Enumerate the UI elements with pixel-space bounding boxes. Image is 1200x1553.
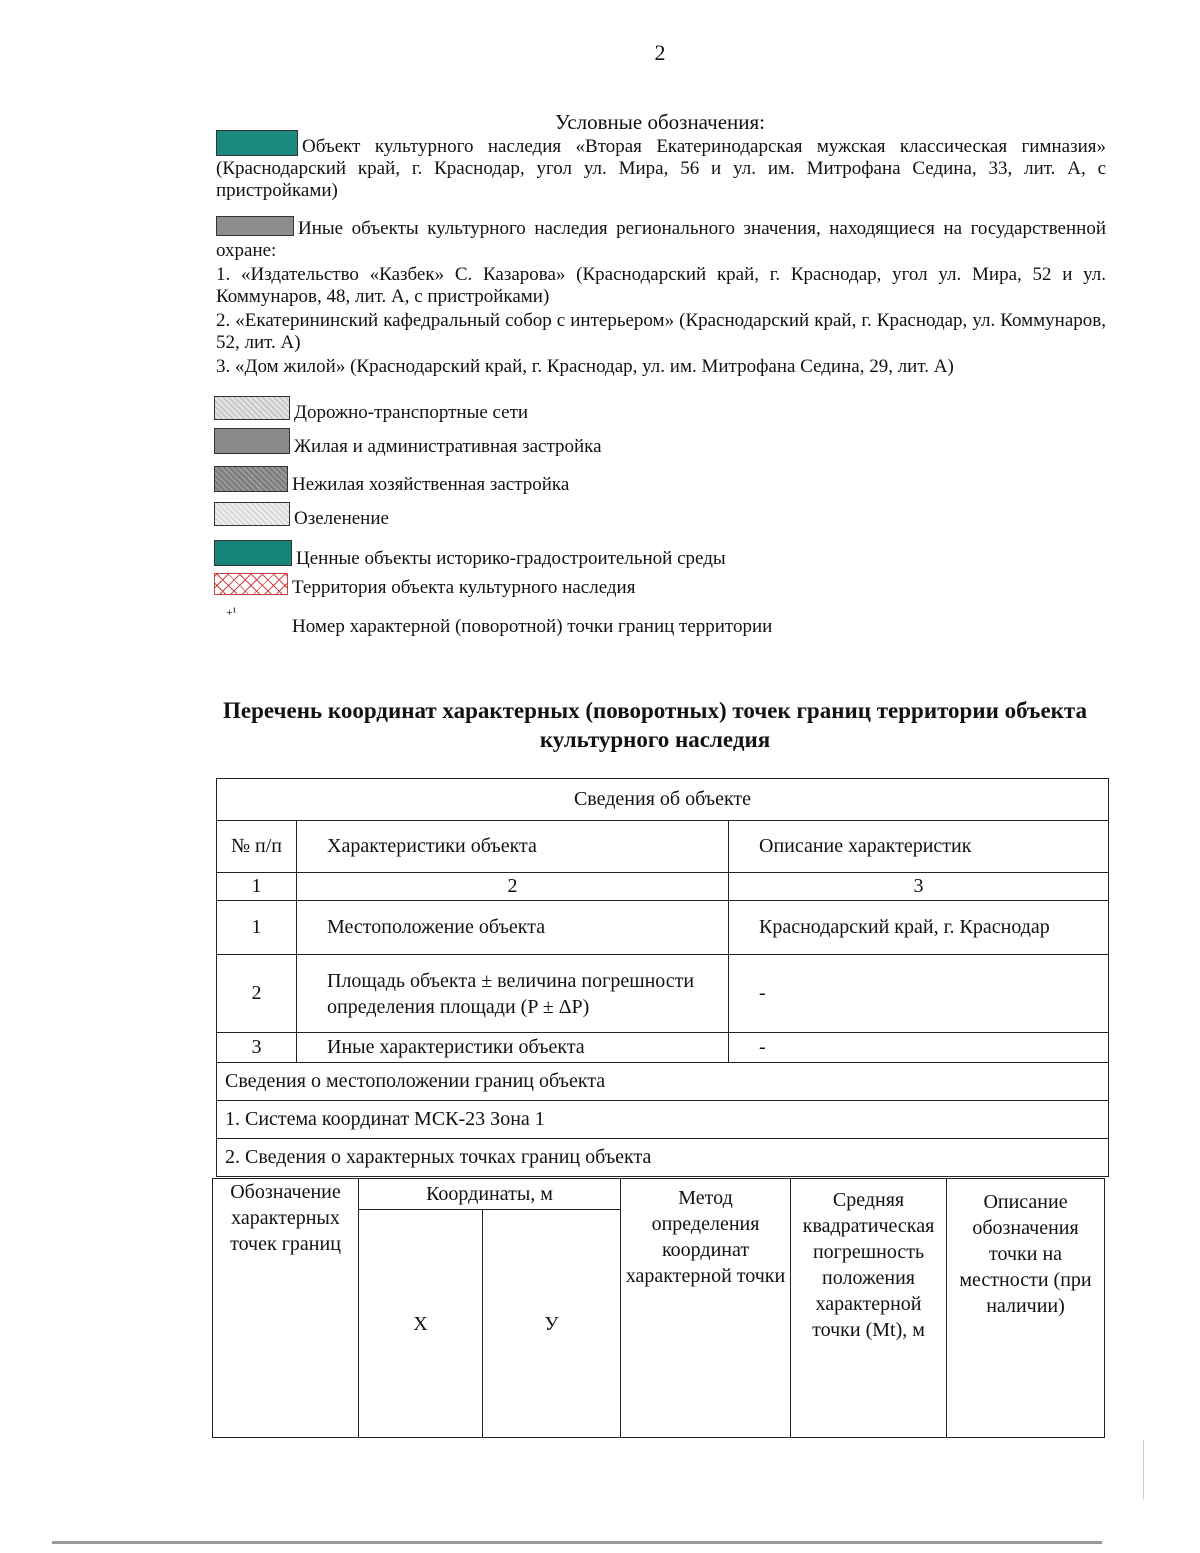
row-char: Местоположение объекта	[297, 901, 729, 955]
other-objects-intro: Иные объекты культурного наследия регионального значения, находящиеся на государственной охране:	[216, 218, 1106, 261]
row-desc: Краснодарский край, г. Краснодар	[729, 901, 1109, 955]
designation-header: Обозначение характерных точек границ	[213, 1179, 359, 1438]
page-number: 2	[654, 40, 666, 65]
other-object-2: 2. «Екатерининский кафедральный собор с интерьером» (Краснодарский край, г. Краснодар, ул. Коммунаров, 52, лит. А)	[216, 310, 1106, 353]
page-heading: Перечень координат характерных (поворотных) точек границ территории объекта культурного наследия	[223, 698, 1087, 752]
legend-item-nonresidential	[214, 466, 569, 496]
road-swatch	[214, 396, 290, 420]
col-header-num: № п/п	[217, 821, 297, 873]
method-header: Метод определения координат характерной точки	[621, 1179, 791, 1438]
coord-system: 1. Система координат МСК-23 Зона 1	[217, 1101, 1109, 1139]
legend-item-road	[214, 396, 528, 424]
main-object-text: Объект культурного наследия «Вторая Екатеринодарская мужская классическая гимназия» (Краснодарский край, г. Краснодар, угол ул. Мира, 56 и ул. им. Митрофана Седина, 33, лит. А, с пристройками)	[216, 136, 1106, 201]
y-header: У	[483, 1210, 621, 1438]
row-desc: -	[729, 1033, 1109, 1063]
scan-edge	[52, 1541, 1102, 1544]
section-header: Сведения об объекте	[217, 779, 1109, 821]
row-char: Площадь объекта ± величина погрешности определения площади (P ± ΔP)	[297, 955, 729, 1033]
x-header: X	[359, 1210, 483, 1438]
legend-main-object	[216, 130, 1106, 202]
table-row	[217, 901, 1109, 955]
other-object-3: 3. «Дом жилой» (Краснодарский край, г. Краснодар, ул. им. Митрофана Седина, 29, лит. А)	[216, 356, 954, 377]
legend-item-label: Озеленение	[294, 508, 389, 529]
legend-other-objects	[216, 216, 1106, 378]
legend-item-point	[292, 616, 772, 638]
coords-header: Координаты, м	[359, 1179, 621, 1210]
row-num: 1	[217, 901, 297, 955]
legend-item-residential	[214, 428, 602, 458]
col-header-desc: Описание характеристик	[729, 821, 1109, 873]
object-info-table	[216, 778, 1109, 1177]
row-num: 3	[217, 1033, 297, 1063]
greenery-swatch	[214, 502, 290, 526]
table-row	[217, 1033, 1109, 1063]
col-number: 1	[217, 873, 297, 901]
points-header: 2. Сведения о характерных точках границ объекта	[217, 1139, 1109, 1177]
row-char: Иные характеристики объекта	[297, 1033, 729, 1063]
error-header: Средняя квадратическая погрешность положения характерной точки (Mt), м	[791, 1179, 947, 1438]
description-header: Описание обозначения точки на местности (при наличии)	[947, 1179, 1105, 1438]
other-objects-swatch	[216, 216, 294, 236]
legend-item-label: Номер характерной (поворотной) точки границ территории	[292, 616, 773, 637]
legend-item-label: Дорожно-транспортные сети	[294, 402, 529, 423]
nonresidential-swatch	[214, 466, 288, 492]
legend-item-label: Ценные объекты историко-градостроительной среды	[296, 548, 726, 569]
col-number: 3	[729, 873, 1109, 901]
col-header-char: Характеристики объекта	[297, 821, 729, 873]
point-marker-icon: +¹	[226, 605, 237, 619]
legend-item-valuable	[214, 540, 726, 570]
legend-item-greenery	[214, 502, 389, 530]
legend-title: Условные обозначения:	[554, 110, 766, 134]
valuable-objects-swatch	[214, 540, 292, 566]
legend-item-label: Нежилая хозяйственная застройка	[292, 474, 570, 495]
legend-item-label: Территория объекта культурного наследия	[292, 577, 636, 598]
main-object-swatch	[216, 130, 298, 156]
legend-item-territory	[214, 573, 635, 599]
legend-item-label: Жилая и административная застройка	[294, 436, 602, 457]
points-table	[212, 1178, 1105, 1438]
other-object-1: 1. «Издательство «Казбек» С. Казарова» (Краснодарский край, г. Краснодар, угол ул. Мира, 52 и ул. Коммунаров, 48, лит. А, с пристройками)	[216, 264, 1106, 307]
row-num: 2	[217, 955, 297, 1033]
table-row	[217, 955, 1109, 1033]
scan-artifact	[1143, 1440, 1144, 1500]
col-number: 2	[297, 873, 729, 901]
location-header: Сведения о местоположении границ объекта	[217, 1063, 1109, 1101]
hatched-territory-swatch	[214, 573, 288, 595]
residential-swatch	[214, 428, 290, 454]
row-desc: -	[729, 955, 1109, 1033]
